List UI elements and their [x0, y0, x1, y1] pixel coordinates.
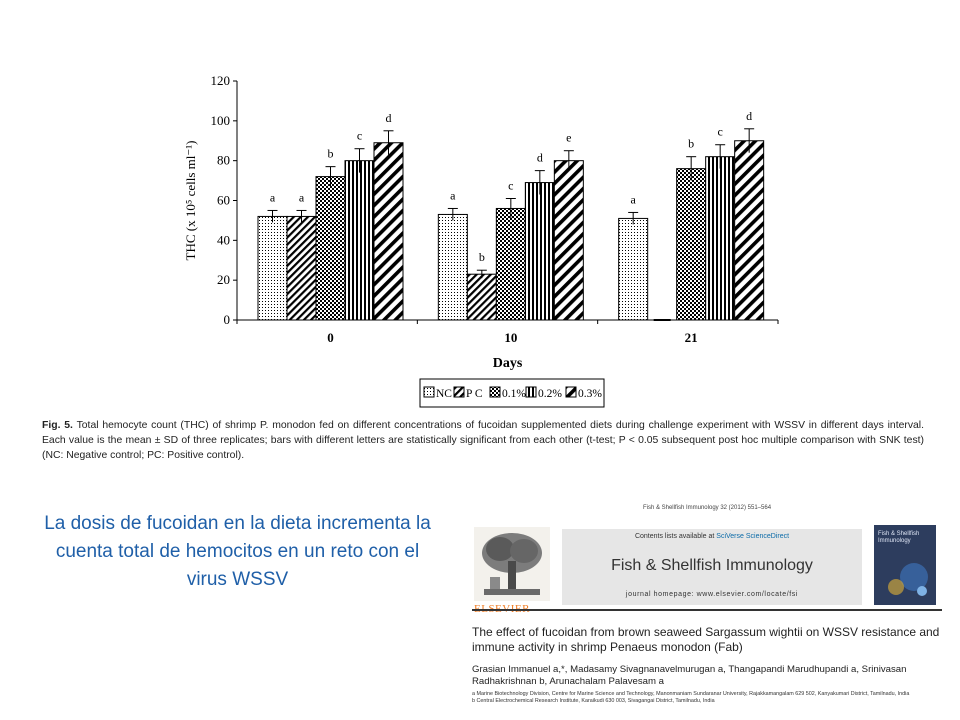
affiliation-b: b Central Electrochemical Research Institute, Karaikudi 630 003, Sivagangai District, Tamilnadu, India: [472, 698, 715, 704]
legend-entry: P C: [466, 388, 483, 400]
significance-letter: a: [450, 188, 456, 203]
x-tick-label: 10: [504, 330, 518, 345]
significance-letter: c: [717, 124, 723, 139]
significance-letter: c: [356, 128, 363, 143]
bar: [374, 143, 403, 320]
slide-summary-text: La dosis de fucoidan en la dieta incrementa la cuenta total de hemocitos en un reto con el virus WSSV: [44, 513, 431, 590]
significance-letter: b: [688, 136, 695, 151]
legend-entry: 0.1%: [502, 388, 526, 400]
significance-letter: a: [298, 190, 305, 205]
masthead-banner: [562, 529, 862, 605]
x-tick-label: 0: [327, 330, 334, 345]
legend-swatch: [526, 387, 536, 397]
significance-letter: a: [630, 192, 636, 207]
bar: [735, 141, 764, 320]
legend-swatch: [566, 387, 576, 397]
cover-title: Fish & Shellfish Immunology: [878, 531, 920, 544]
bar: [258, 216, 287, 320]
bar: [287, 216, 316, 320]
article-header-image: [472, 505, 942, 720]
y-tick-label: 120: [210, 73, 230, 88]
bar: [316, 177, 345, 320]
legend-entry: 0.3%: [578, 388, 602, 400]
y-axis-label: THC (x 10⁵ cells ml⁻¹): [183, 140, 198, 261]
bar: [677, 169, 706, 320]
affiliation-a: a Marine Biotechnology Division, Centre for Marine Science and Technology, Manonmaniam Sundaranar University, Rajakkamangalam 629 502, Kanyakumari District, Tamilnadu, India: [472, 691, 910, 697]
bar: [438, 214, 467, 320]
header-rule: [472, 609, 942, 611]
y-tick-label: 0: [223, 312, 230, 327]
bar: [554, 161, 583, 320]
significance-letter: a: [269, 190, 276, 205]
journal-masthead: [472, 523, 942, 607]
y-tick-label: 40: [217, 232, 230, 248]
x-tick-label: 21: [684, 330, 698, 345]
journal-homepage: journal homepage: www.elsevier.com/locate/fsi: [625, 591, 799, 598]
bar: [496, 208, 525, 320]
bar: [467, 274, 496, 320]
sciencedirect-link[interactable]: SciVerse ScienceDirect: [716, 533, 790, 540]
significance-letter: d: [385, 110, 392, 125]
legend-entry: 0.2%: [538, 388, 562, 400]
significance-letter: b: [327, 146, 334, 161]
significance-letter: d: [746, 108, 753, 123]
legend-entry: NC: [436, 388, 452, 400]
journal-citation: Fish & Shellfish Immunology 32 (2012) 551–564: [642, 505, 772, 511]
cover-art-icon: [874, 525, 936, 605]
significance-letter: e: [566, 130, 572, 145]
significance-letter: d: [536, 150, 543, 165]
y-tick-label: 60: [217, 192, 230, 208]
caption-label: Fig. 5.: [42, 420, 73, 431]
legend-swatch: [490, 387, 500, 397]
significance-letter: b: [478, 250, 485, 265]
y-tick-label: 100: [210, 112, 230, 128]
bar: [525, 183, 554, 320]
x-axis-label: Days: [492, 356, 523, 371]
elsevier-tree-logo-icon: [474, 527, 550, 611]
journal-name: Fish & Shellfish Immunology: [611, 557, 813, 574]
bar: [619, 218, 648, 320]
bar: [706, 157, 735, 320]
y-tick-label: 20: [217, 272, 230, 288]
legend-swatch: [424, 387, 434, 397]
significance-letter: c: [508, 178, 514, 193]
figure-caption: [42, 418, 924, 463]
paper-authors: Grasian Immanuel a,*, Madasamy Sivagnanavelmurugan a, Thangapandi Marudhupandi a, Srinivasan Radhakrishnan b, Arunachalam Palavesam a: [472, 664, 907, 687]
caption-text: Total hemocyte count (THC) of shrimp P. monodon fed on different concentrations of fucoidan supplemented diets during challenge experiment with WSSV in different days interval. Each value is the mean ± SD of three replicates; bars with different letters are statistically significant from each other (t-test; P < 0.05 subsequent post hoc multiple comparison with SNK test) (NC: Negative control; PC: Positive control).: [42, 420, 924, 461]
y-tick-label: 80: [217, 152, 230, 168]
journal-cover-thumbnail: [874, 525, 936, 605]
paper-affiliations: [472, 691, 942, 705]
paper-title: The effect of fucoidan from brown seaweed Sargassum wightii on WSSV resistance and immune activity in shrimp Penaeus monodon (Fab): [472, 625, 940, 654]
contents-line: [562, 533, 862, 540]
contents-prefix: Contents lists available at: [634, 533, 717, 540]
bar: [345, 161, 374, 320]
legend-swatch: [454, 387, 464, 397]
